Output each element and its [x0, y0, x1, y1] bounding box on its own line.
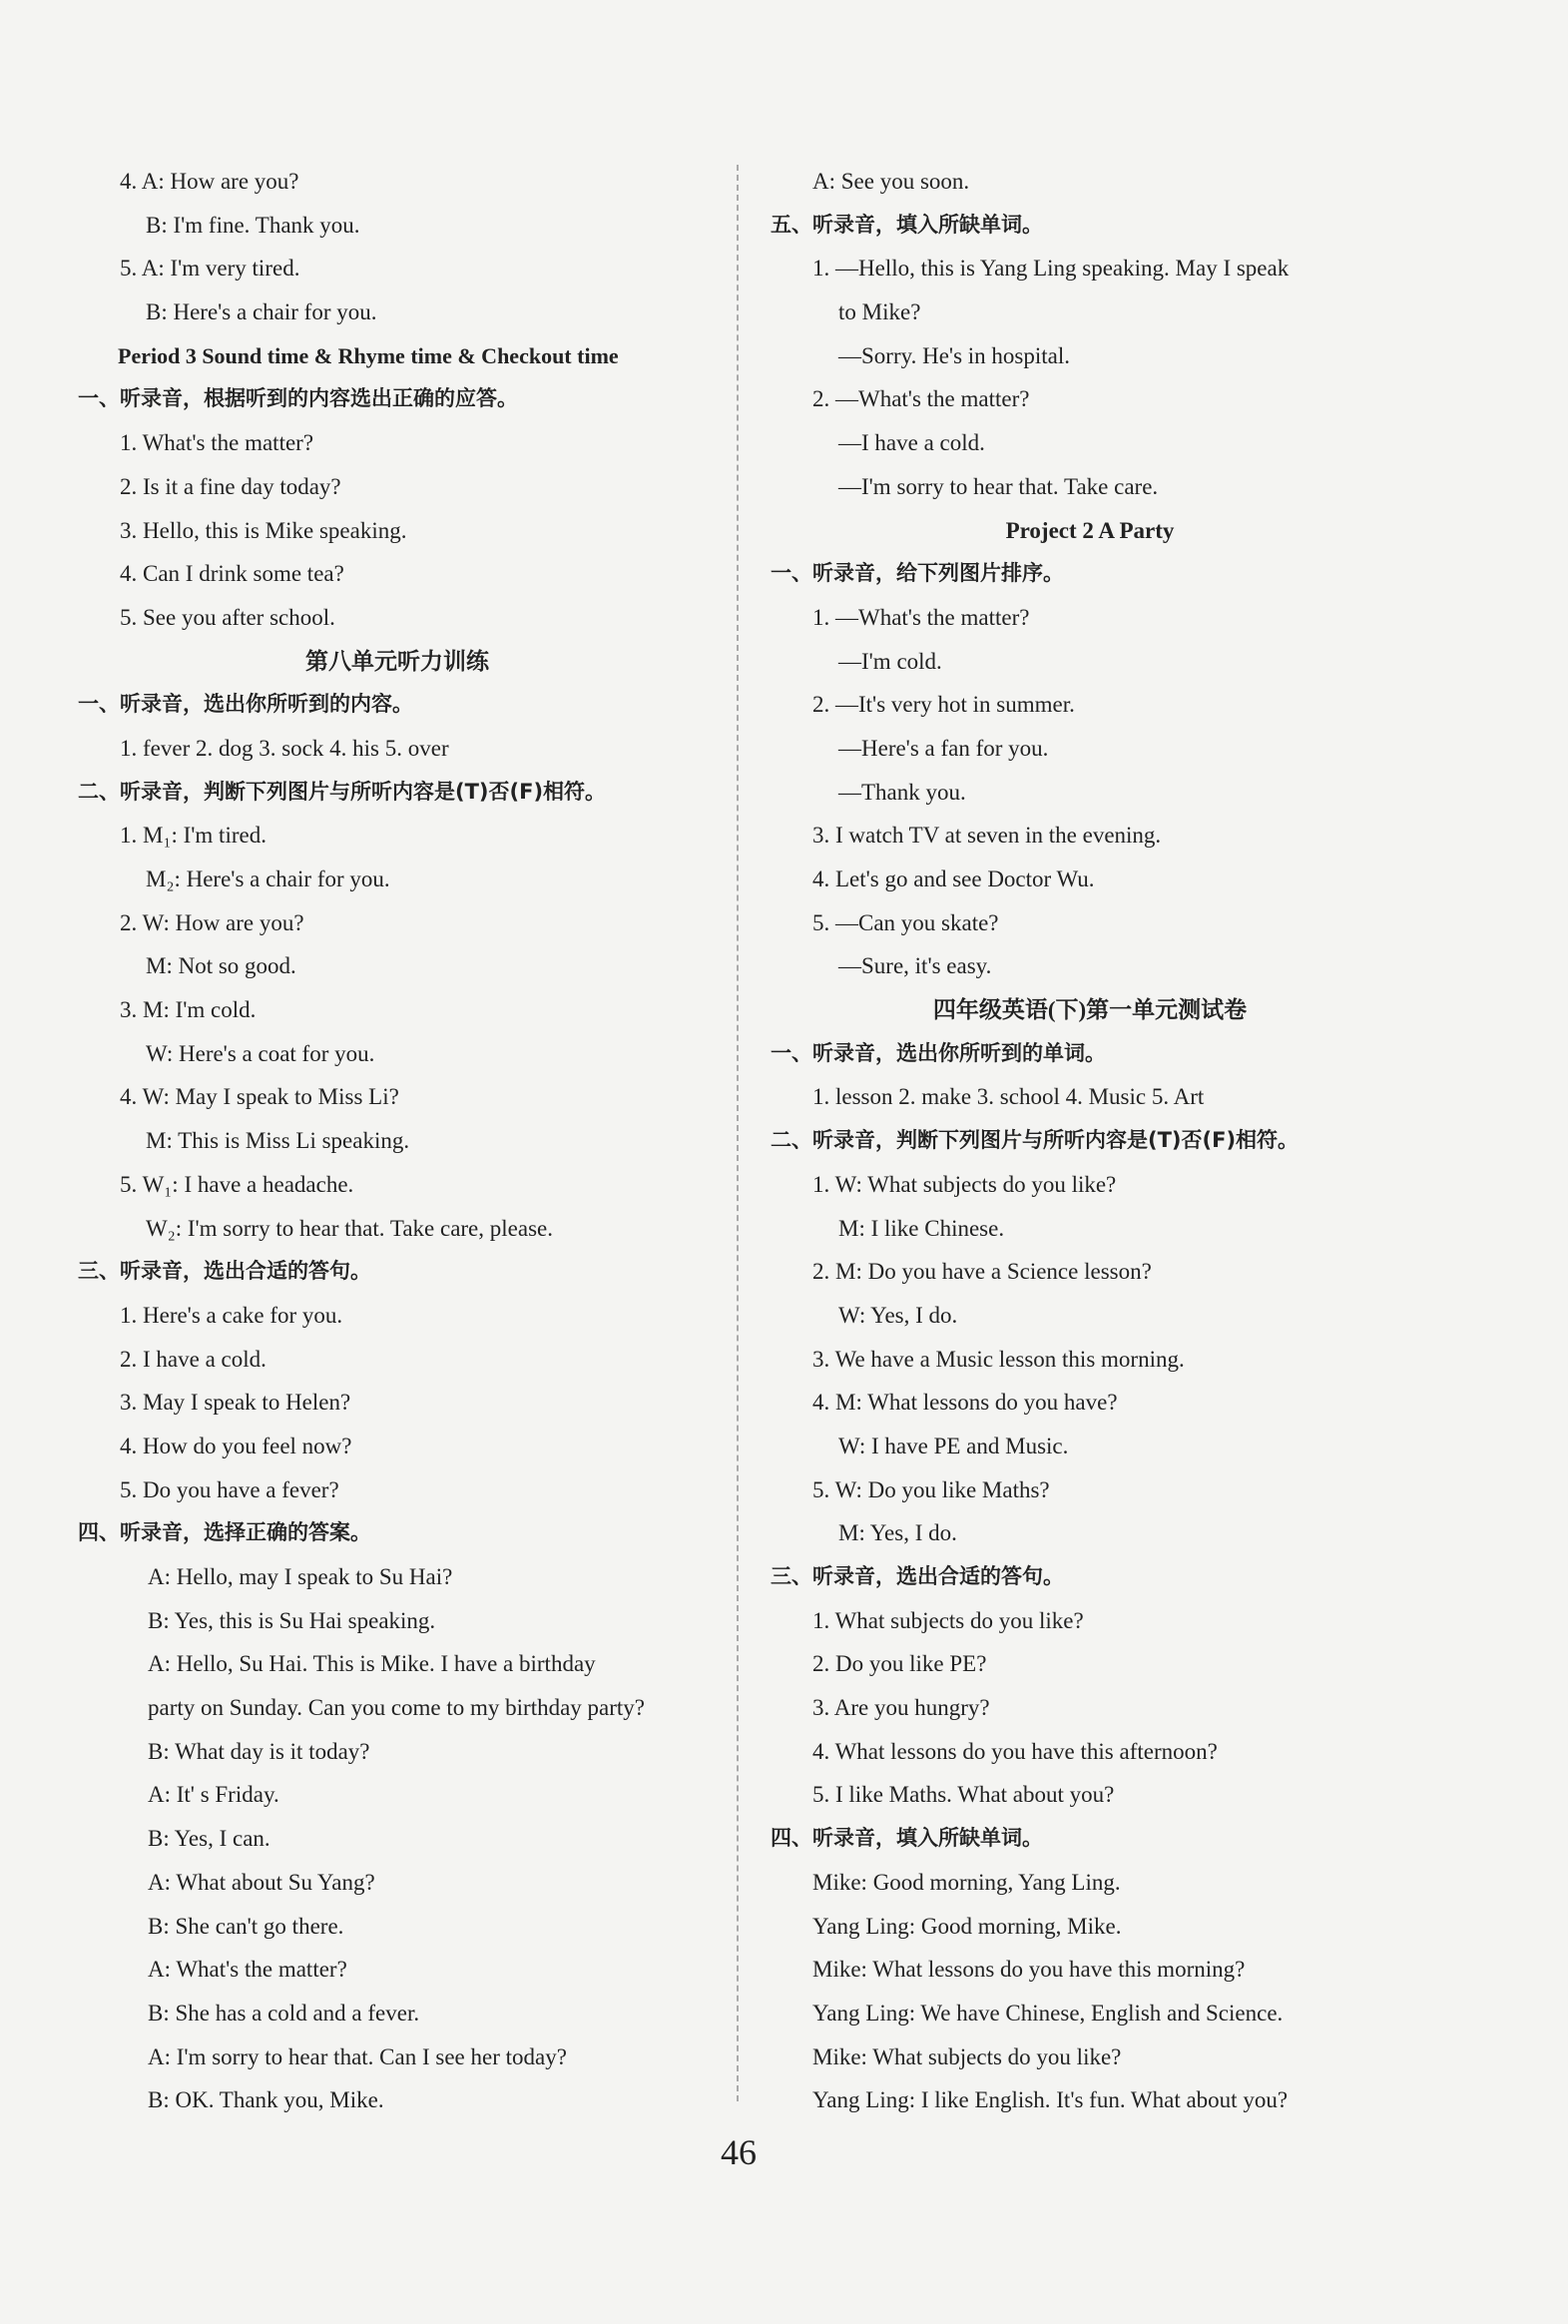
text-line: 4. What lessons do you have this afternoon?: [812, 1738, 1218, 1764]
text-line: B: She has a cold and a fever.: [148, 2000, 420, 2026]
section-title: 第八单元听力训练: [305, 648, 489, 674]
page-number: 46: [721, 2132, 757, 2172]
section-title: Project 2 A Party: [1005, 517, 1175, 543]
text-line: B: I'm fine. Thank you.: [146, 212, 360, 238]
section-heading: 一、听录音，根据听到的内容选出正确的应答。: [78, 386, 518, 411]
text-line: 4. Can I drink some tea?: [120, 561, 344, 587]
section-heading: 二、听录音，判断下列图片与所听内容是(T)否(F)相符。: [78, 779, 607, 804]
column-divider: [737, 165, 739, 2101]
text-line: 2. Do you like PE?: [812, 1651, 987, 1677]
text-line: 2. —It's very hot in summer.: [812, 692, 1075, 718]
text-line: M₂: Here's a chair for you.: [146, 867, 390, 891]
text-line: 1. What subjects do you like?: [812, 1607, 1084, 1633]
text-line: 2. W: How are you?: [120, 909, 304, 935]
text-line: B: Here's a chair for you.: [146, 299, 377, 325]
text-line: —Here's a fan for you.: [838, 735, 1049, 761]
text-line: W: I have PE and Music.: [838, 1433, 1069, 1458]
text-line: A: See you soon.: [812, 169, 970, 194]
text-line: Yang Ling: I like English. It's fun. What about you?: [812, 2087, 1289, 2113]
text-line: A: Hello, may I speak to Su Hai?: [148, 1564, 453, 1589]
text-line: B: She can't go there.: [148, 1913, 344, 1939]
text-line: 5. I like Maths. What about you?: [812, 1782, 1115, 1808]
section-title: 四年级英语(下)第一单元测试卷: [932, 997, 1248, 1023]
text-line: A: Hello, Su Hai. This is Mike. I have a birthday: [148, 1651, 596, 1677]
text-line: —I'm cold.: [838, 648, 942, 674]
text-line: A: I'm sorry to hear that. Can I see her today?: [148, 2043, 567, 2069]
text-line: M: I like Chinese.: [838, 1215, 1005, 1241]
text-line: B: Yes, this is Su Hai speaking.: [148, 1607, 436, 1633]
section-heading: 四、听录音，填入所缺单词。: [771, 1826, 1043, 1851]
text-line: to Mike?: [838, 299, 921, 325]
text-line: 5. Do you have a fever?: [120, 1476, 339, 1502]
text-line: —I have a cold.: [838, 430, 985, 456]
text-line: 5. A: I'm very tired.: [120, 256, 300, 282]
text-line: 1. W: What subjects do you like?: [812, 1171, 1117, 1197]
section-heading: 三、听录音，选出合适的答句。: [771, 1564, 1064, 1588]
text-line: 1. —What's the matter?: [812, 604, 1030, 630]
text-line: 1. Here's a cake for you.: [120, 1302, 343, 1328]
text-line: —Sure, it's easy.: [838, 953, 992, 979]
section-heading: 四、听录音，选择正确的答案。: [78, 1520, 371, 1545]
text-line: —Thank you.: [838, 779, 966, 805]
text-line: 2. I have a cold.: [120, 1346, 266, 1372]
text-line: 2. Is it a fine day today?: [120, 473, 341, 499]
text-line: 5. W: Do you like Maths?: [812, 1476, 1050, 1502]
text-line: 5. —Can you skate?: [812, 909, 999, 935]
section-heading: 三、听录音，选出合适的答句。: [78, 1259, 371, 1284]
right-column: [771, 160, 1409, 2122]
text-line: A: It' s Friday.: [148, 1782, 279, 1808]
text-line: 4. W: May I speak to Miss Li?: [120, 1084, 399, 1110]
text-line: 3. Hello, this is Mike speaking.: [120, 517, 407, 543]
section-heading: 一、听录音，选出你所听到的内容。: [78, 692, 413, 717]
text-line: 3. May I speak to Helen?: [120, 1390, 351, 1416]
text-line: Mike: What lessons do you have this morning?: [812, 1957, 1246, 1983]
text-line: Mike: Good morning, Yang Ling.: [812, 1869, 1121, 1895]
section-heading: 一、听录音，给下列图片排序。: [771, 561, 1064, 586]
text-line: 3. I watch TV at seven in the evening.: [812, 823, 1162, 849]
text-line: —Sorry. He's in hospital.: [838, 342, 1070, 368]
text-line: Yang Ling: We have Chinese, English and Science.: [812, 2000, 1284, 2026]
text-line: 3. M: I'm cold.: [120, 997, 257, 1023]
text-line: 1. fever 2. dog 3. sock 4. his 5. over: [120, 735, 449, 761]
text-line: B: What day is it today?: [148, 1738, 370, 1764]
text-line: W: Yes, I do.: [838, 1302, 958, 1328]
text-line: M: This is Miss Li speaking.: [146, 1128, 410, 1154]
text-line: 3. We have a Music lesson this morning.: [812, 1346, 1185, 1372]
text-line: 2. M: Do you have a Science lesson?: [812, 1259, 1152, 1285]
text-line: 1. M₁: I'm tired.: [120, 823, 266, 849]
text-line: 4. M: What lessons do you have?: [812, 1390, 1118, 1416]
text-line: A: What's the matter?: [148, 1957, 347, 1983]
text-line: 5. See you after school.: [120, 604, 335, 630]
text-line: party on Sunday. Can you come to my birthday party?: [148, 1695, 646, 1721]
section-heading: 五、听录音，填入所缺单词。: [771, 212, 1043, 237]
text-line: 5. W₁: I have a headache.: [120, 1171, 354, 1197]
text-line: 4. Let's go and see Doctor Wu.: [812, 867, 1095, 891]
text-line: 1. lesson 2. make 3. school 4. Music 5. Art: [812, 1084, 1205, 1110]
text-line: Yang Ling: Good morning, Mike.: [812, 1913, 1122, 1939]
text-line: —I'm sorry to hear that. Take care.: [838, 473, 1159, 499]
text-line: M: Not so good.: [146, 953, 296, 979]
text-line: M: Yes, I do.: [838, 1520, 957, 1546]
section-heading: 二、听录音，判断下列图片与所听内容是(T)否(F)相符。: [771, 1128, 1300, 1153]
section-heading: 一、听录音，选出你所听到的单词。: [771, 1040, 1106, 1065]
text-line: B: OK. Thank you, Mike.: [148, 2087, 384, 2113]
text-line: 2. —What's the matter?: [812, 386, 1030, 412]
text-line: 1. What's the matter?: [120, 430, 314, 456]
text-line: 3. Are you hungry?: [812, 1695, 990, 1721]
text-line: 4. A: How are you?: [120, 169, 299, 194]
text-line: A: What about Su Yang?: [148, 1869, 375, 1895]
text-line: 1. —Hello, this is Yang Ling speaking. May I speak: [812, 256, 1290, 282]
text-line: Mike: What subjects do you like?: [812, 2043, 1122, 2069]
text-line: 4. How do you feel now?: [120, 1433, 352, 1458]
text-line: W₂: I'm sorry to hear that. Take care, please.: [146, 1215, 553, 1241]
left-column: [78, 160, 717, 2122]
period-title: Period 3 Sound time & Rhyme time & Checkout time: [118, 342, 619, 368]
text-line: B: Yes, I can.: [148, 1826, 270, 1852]
text-line: W: Here's a coat for you.: [146, 1040, 375, 1066]
